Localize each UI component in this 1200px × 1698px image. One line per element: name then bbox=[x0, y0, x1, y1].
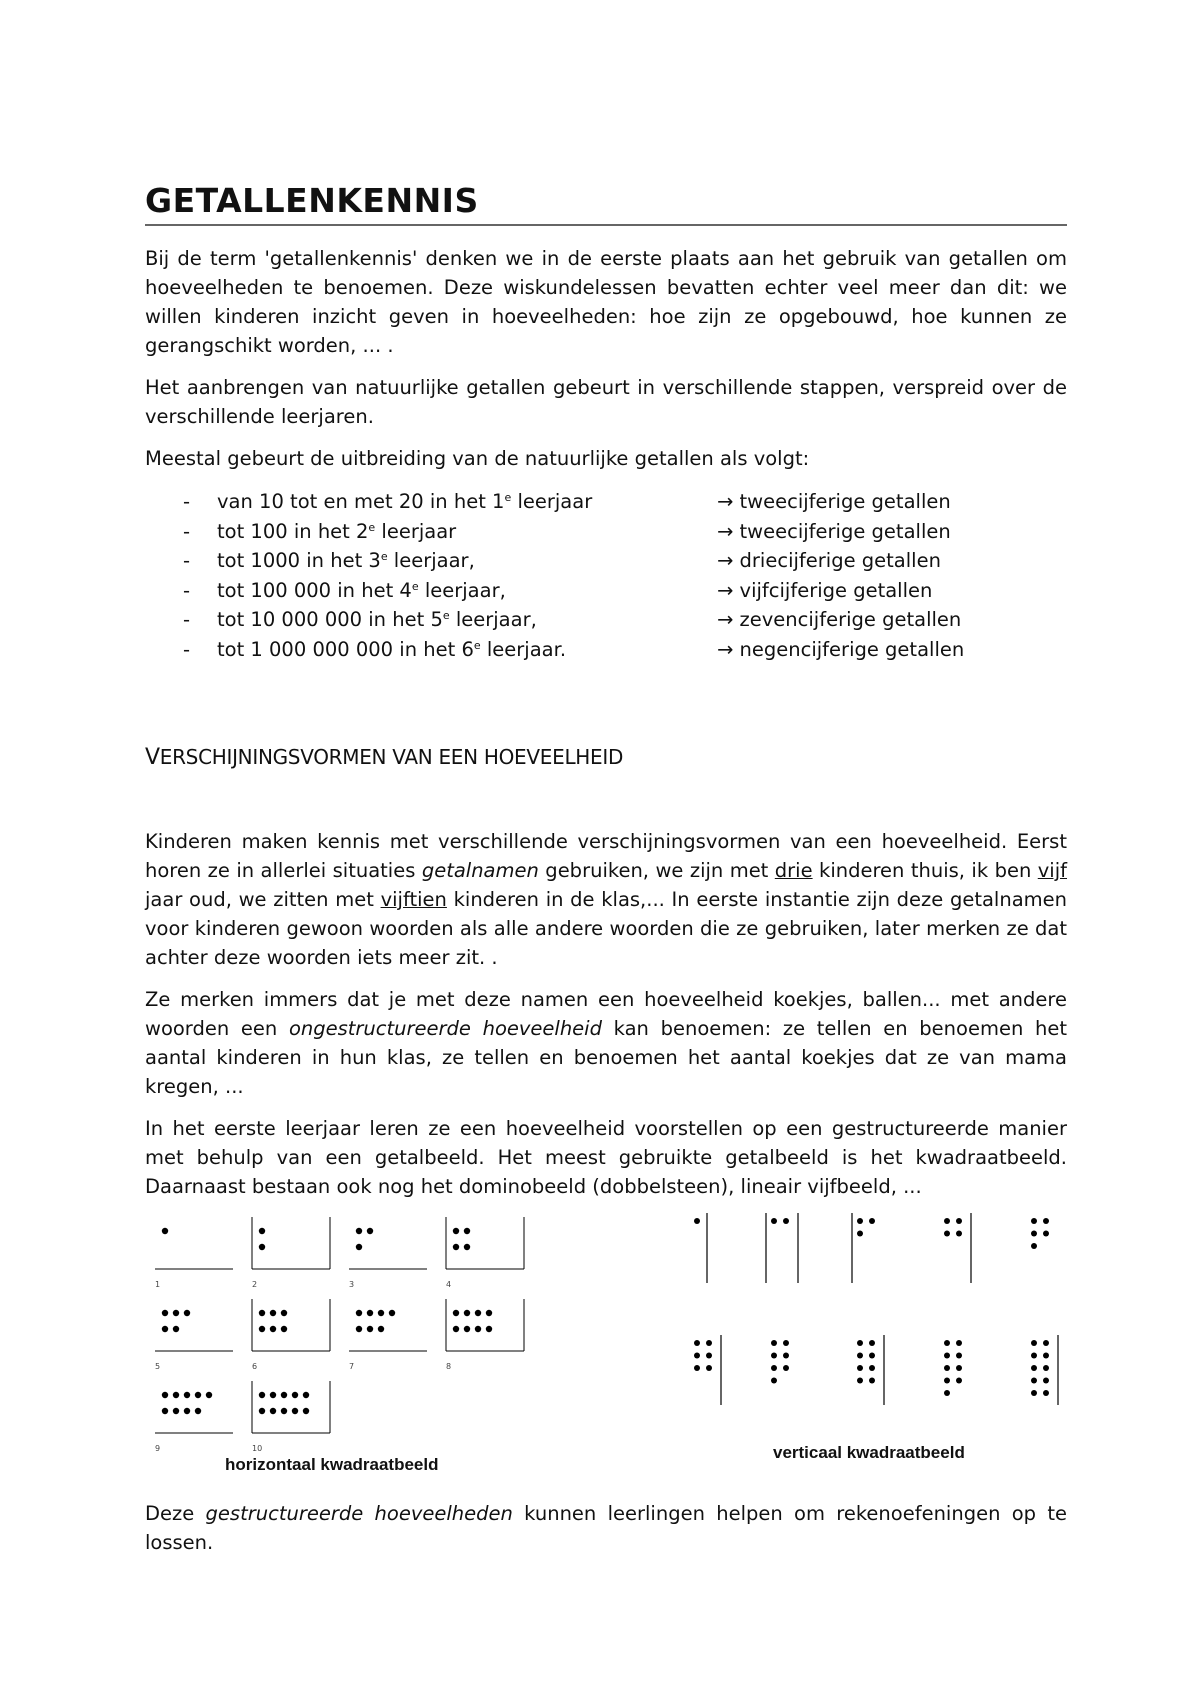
figure-cell bbox=[694, 1335, 721, 1405]
dot bbox=[771, 1353, 777, 1359]
dot bbox=[857, 1218, 863, 1224]
figure-cell bbox=[944, 1340, 962, 1396]
intro-paragraph-3: Meestal gebeurt de uitbreiding van de natuurlijke getallen als volgt: bbox=[145, 447, 810, 470]
dot bbox=[1043, 1353, 1049, 1359]
dot bbox=[1031, 1390, 1037, 1396]
figure-cell bbox=[766, 1213, 798, 1283]
figure-cell bbox=[1031, 1335, 1058, 1405]
list-item: - tot 1000 in het 3e leerjaar, → driecijferige getallen bbox=[183, 549, 941, 572]
dot bbox=[857, 1231, 863, 1237]
dot bbox=[944, 1231, 950, 1237]
dot bbox=[857, 1365, 863, 1371]
dot bbox=[771, 1365, 777, 1371]
figure-number: 10 bbox=[252, 1444, 263, 1453]
section-paragraph-2: Ze merken immers dat je met deze namen een hoeveelheid koekjes, ballen... met andere woorden een ongestructureerde hoeveelheid kan benoemen: ze tellen en benoemen het aantal kinderen in hun klas, ze tellen en benoemen het aantal koekjes dat ze van mama kregen, ... bbox=[145, 988, 1067, 1098]
steps-list bbox=[145, 487, 1067, 664]
figure-number: 9 bbox=[155, 1444, 161, 1453]
dot bbox=[771, 1378, 777, 1384]
section-heading: VERSCHIJNINGSVORMEN VAN EEN HOEVEELHEID bbox=[145, 745, 624, 770]
dot bbox=[1031, 1378, 1037, 1384]
list-item: - van 10 tot en met 20 in het 1e leerjaar → tweecijferige getallen bbox=[183, 490, 951, 513]
dot bbox=[1031, 1340, 1037, 1346]
dot bbox=[706, 1365, 712, 1371]
dot bbox=[944, 1365, 950, 1371]
figure-cell bbox=[771, 1340, 789, 1384]
dot bbox=[869, 1340, 875, 1346]
dot bbox=[956, 1340, 962, 1346]
page-title: GETALLENKENNIS bbox=[145, 180, 1067, 226]
figure-number: 2 bbox=[252, 1280, 258, 1289]
dot bbox=[857, 1353, 863, 1359]
dot bbox=[1031, 1218, 1037, 1224]
list-item: - tot 100 in het 2e leerjaar → tweecijferige getallen bbox=[183, 519, 951, 543]
dot bbox=[1031, 1231, 1037, 1237]
dot bbox=[694, 1340, 700, 1346]
figure-cell bbox=[852, 1213, 875, 1283]
dot bbox=[956, 1218, 962, 1224]
figure-left-caption: horizontaal kwadraatbeeld bbox=[225, 1455, 439, 1474]
figure-right-caption: verticaal kwadraatbeeld bbox=[773, 1443, 965, 1462]
dot bbox=[869, 1378, 875, 1384]
figure-number: 7 bbox=[349, 1362, 355, 1371]
figure-number: 1 bbox=[155, 1280, 161, 1289]
dot bbox=[956, 1353, 962, 1359]
figure-cell bbox=[694, 1213, 707, 1283]
figures bbox=[145, 1209, 1067, 1499]
figure-number: 3 bbox=[349, 1280, 355, 1289]
list-item: - tot 1 000 000 000 in het 6e leerjaar. → negencijferige getallen bbox=[183, 637, 965, 661]
list-item: - tot 10 000 000 in het 5e leerjaar, → zevencijferige getallen bbox=[183, 608, 962, 631]
dot bbox=[1043, 1340, 1049, 1346]
dot bbox=[706, 1340, 712, 1346]
dot bbox=[944, 1218, 950, 1224]
figure-number: 5 bbox=[155, 1362, 161, 1371]
section-paragraph-3: In het eerste leerjaar leren ze een hoeveelheid voorstellen op een gestructureerde manier met behulp van een getalbeeld. Het meest gebruikte getalbeeld is het kwadraatbeeld. Daarnaast bestaan ook nog het dominobeeld (dobbelsteen), lineair vijfbeeld, ... bbox=[145, 1117, 1067, 1198]
dot bbox=[783, 1218, 789, 1224]
figure-number: 6 bbox=[252, 1362, 258, 1371]
dot bbox=[944, 1390, 950, 1396]
intro-paragraph-1: Bij de term 'getallenkennis' denken we in de eerste plaats aan het gebruik van getallen om hoeveelheden te benoemen. Deze wiskundelessen bevatten echter veel meer dan dit: we willen kinderen inzicht geven in hoeveelheden: hoe zijn ze opgebouwd, hoe kunnen ze gerangschikt worden, ... . bbox=[145, 247, 1067, 357]
dot bbox=[869, 1365, 875, 1371]
dot bbox=[869, 1353, 875, 1359]
dot bbox=[1043, 1218, 1049, 1224]
dot bbox=[1031, 1353, 1037, 1359]
dot bbox=[783, 1365, 789, 1371]
dot bbox=[771, 1218, 777, 1224]
list-item: - tot 100 000 in het 4e leerjaar, → vijfcijferige getallen bbox=[183, 578, 933, 602]
dot bbox=[944, 1378, 950, 1384]
dot bbox=[706, 1353, 712, 1359]
dot bbox=[1043, 1365, 1049, 1371]
figure-cell bbox=[944, 1213, 971, 1283]
dot bbox=[857, 1378, 863, 1384]
dot bbox=[956, 1365, 962, 1371]
dot bbox=[1031, 1365, 1037, 1371]
figure-number: 4 bbox=[446, 1280, 452, 1289]
figure-cell bbox=[857, 1335, 884, 1405]
vertical-square-figure bbox=[145, 1209, 545, 1469]
figure-cell bbox=[1031, 1218, 1049, 1249]
dot bbox=[783, 1353, 789, 1359]
dot bbox=[944, 1353, 950, 1359]
figure-number: 8 bbox=[446, 1362, 452, 1371]
dot bbox=[944, 1340, 950, 1346]
dot bbox=[783, 1340, 789, 1346]
dot bbox=[1043, 1390, 1049, 1396]
dot bbox=[694, 1353, 700, 1359]
dot bbox=[857, 1340, 863, 1346]
dot bbox=[694, 1218, 700, 1224]
dot bbox=[1043, 1231, 1049, 1237]
dot bbox=[771, 1340, 777, 1346]
dot bbox=[694, 1365, 700, 1371]
section-paragraph-4: Deze gestructureerde hoeveelheden kunnen leerlingen helpen om rekenoefeningen op te lossen. bbox=[145, 1502, 1067, 1554]
section-paragraph-1: Kinderen maken kennis met verschillende verschijningsvormen van een hoeveelheid. Eerst horen ze in allerlei situaties getalnamen gebruiken, we zijn met drie kinderen thuis, ik ben vijf jaar oud, we zitten met vijftien kinderen in de klas,... In eerste instantie zijn deze getalnamen voor kinderen gewoon woorden als alle andere woorden die ze gebruiken, later merken ze dat achter deze woorden iets meer zit. . bbox=[145, 830, 1067, 969]
dot bbox=[1043, 1378, 1049, 1384]
intro-paragraph-2: Het aanbrengen van natuurlijke getallen gebeurt in verschillende stappen, verspreid over de verschillende leerjaren. bbox=[145, 376, 1067, 428]
dot bbox=[956, 1378, 962, 1384]
dot bbox=[956, 1231, 962, 1237]
dot bbox=[1031, 1243, 1037, 1249]
dot bbox=[869, 1218, 875, 1224]
document-content bbox=[145, 180, 1067, 1557]
